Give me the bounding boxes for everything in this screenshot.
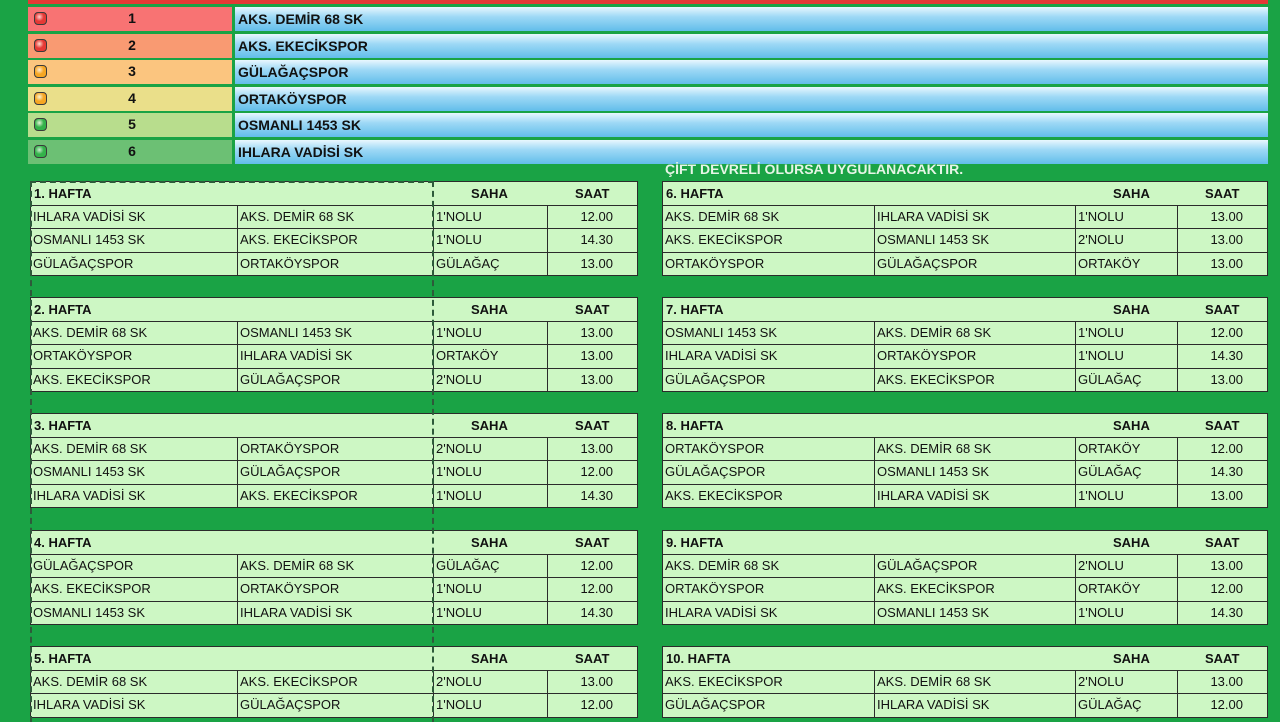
venue-cell: 2'NOLU	[433, 438, 547, 461]
saat-header: SAAT	[1205, 302, 1240, 317]
home-team: AKS. EKECİKSPOR	[33, 581, 151, 597]
away-team: IHLARA VADİSİ SK	[874, 694, 1075, 717]
standings-row	[28, 59, 1268, 86]
standings-row	[28, 6, 1268, 33]
time-cell: 12.00	[1177, 578, 1267, 601]
time-cell: 13.00	[1177, 206, 1267, 229]
venue-cell: 1'NOLU	[433, 461, 547, 484]
away-team: OSMANLI 1453 SK	[874, 461, 1075, 484]
home-team: AKS. EKECİKSPOR	[33, 371, 151, 387]
home-team: AKS. DEMİR 68 SK	[33, 325, 148, 340]
rank-cell	[28, 34, 232, 58]
time-cell: 12.00	[547, 206, 637, 229]
home-team: IHLARA VADİSİ SK	[33, 697, 146, 713]
match-row[interactable]	[31, 601, 637, 625]
match-row[interactable]	[31, 577, 637, 601]
week-header	[663, 298, 1267, 321]
match-row[interactable]	[663, 601, 1267, 625]
week-title: 4. HAFTA	[34, 535, 92, 550]
double-round-note: ÇİFT DEVRELİ OLURSA UYGULANACAKTIR.	[665, 161, 964, 177]
away-team: GÜLAĞAÇSPOR	[874, 253, 1075, 276]
home-team: GÜLAĞAÇSPOR	[665, 697, 766, 713]
away-team: ORTAKÖYSPOR	[237, 578, 433, 601]
team-name: AKS. EKECİKSPOR	[235, 34, 1268, 58]
away-team: OSMANLI 1453 SK	[874, 602, 1075, 625]
match-row[interactable]	[663, 205, 1267, 229]
time-cell: 13.00	[547, 671, 637, 694]
home-team: ORTAKÖYSPOR	[665, 255, 765, 271]
venue-cell: 1'NOLU	[433, 602, 547, 625]
week-table	[662, 181, 1268, 276]
time-cell: 12.00	[547, 694, 637, 717]
week-title: 1. HAFTA	[34, 186, 92, 201]
time-cell: 13.00	[547, 253, 637, 276]
saha-header: SAHA	[1113, 535, 1150, 550]
away-team: IHLARA VADİSİ SK	[237, 345, 433, 368]
saha-header: SAHA	[1113, 186, 1150, 201]
home-team: AKS. EKECİKSPOR	[665, 232, 783, 248]
week-header	[663, 531, 1267, 554]
time-cell: 13.00	[1177, 485, 1267, 508]
week-table	[662, 297, 1268, 392]
team-name: OSMANLI 1453 SK	[235, 113, 1268, 137]
home-team: IHLARA VADİSİ SK	[665, 604, 778, 620]
week-table	[662, 530, 1268, 625]
match-row[interactable]	[31, 484, 637, 508]
team-name: AKS. DEMİR 68 SK	[235, 7, 1268, 31]
standings-row	[28, 33, 1268, 60]
match-row[interactable]	[663, 460, 1267, 484]
home-team: OSMANLI 1453 SK	[33, 604, 145, 620]
match-row[interactable]	[31, 252, 637, 276]
saha-header: SAHA	[1113, 418, 1150, 433]
week-title: 10. HAFTA	[666, 651, 731, 666]
team-name: GÜLAĞAÇSPOR	[235, 60, 1268, 84]
home-team: GÜLAĞAÇSPOR	[665, 464, 766, 480]
week-table	[30, 297, 638, 392]
match-row[interactable]	[31, 437, 637, 461]
week-header	[663, 414, 1267, 437]
home-team: IHLARA VADİSİ SK	[33, 209, 146, 224]
rank-number: 5	[128, 116, 136, 133]
away-team: IHLARA VADİSİ SK	[874, 206, 1075, 229]
home-team: IHLARA VADİSİ SK	[665, 348, 778, 364]
match-row[interactable]	[31, 344, 637, 368]
status-light-icon	[34, 118, 47, 131]
match-row[interactable]	[663, 321, 1267, 345]
time-cell: 14.30	[547, 485, 637, 508]
match-row[interactable]	[31, 205, 637, 229]
time-cell: 13.00	[1177, 671, 1267, 694]
match-row[interactable]	[31, 460, 637, 484]
match-row[interactable]	[663, 344, 1267, 368]
match-row[interactable]	[31, 554, 637, 578]
venue-cell: 1'NOLU	[1075, 345, 1177, 368]
saat-header: SAAT	[575, 302, 610, 317]
away-team: GÜLAĞAÇSPOR	[237, 369, 433, 392]
away-team: AKS. DEMİR 68 SK	[237, 206, 433, 229]
away-team: IHLARA VADİSİ SK	[237, 602, 433, 625]
saat-header: SAAT	[575, 418, 610, 433]
home-team: GÜLAĞAÇSPOR	[665, 371, 766, 387]
away-team: OSMANLI 1453 SK	[237, 322, 433, 345]
week-header	[663, 647, 1267, 670]
away-team: ORTAKÖYSPOR	[874, 345, 1075, 368]
week-title: 5. HAFTA	[34, 651, 92, 666]
time-cell: 14.30	[547, 602, 637, 625]
saat-header: SAAT	[1205, 535, 1240, 550]
match-row[interactable]	[663, 252, 1267, 276]
team-name: IHLARA VADİSİ SK	[235, 140, 1268, 164]
saha-header: SAHA	[471, 186, 508, 201]
home-team: AKS. EKECİKSPOR	[665, 674, 783, 689]
rank-cell	[28, 7, 232, 31]
saat-header: SAAT	[575, 186, 610, 201]
match-row[interactable]	[31, 321, 637, 345]
status-light-icon	[34, 92, 47, 105]
venue-cell: 1'NOLU	[433, 485, 547, 508]
time-cell: 12.00	[1177, 694, 1267, 717]
away-team: AKS. EKECİKSPOR	[874, 578, 1075, 601]
week-title: 9. HAFTA	[666, 535, 724, 550]
venue-cell: 1'NOLU	[1075, 322, 1177, 345]
home-team: AKS. EKECİKSPOR	[665, 487, 783, 503]
time-cell: 12.00	[547, 555, 637, 578]
away-team: AKS. EKECİKSPOR	[874, 369, 1075, 392]
rank-number: 4	[128, 89, 136, 106]
saat-header: SAAT	[1205, 418, 1240, 433]
away-team: GÜLAĞAÇSPOR	[874, 555, 1075, 578]
match-row[interactable]	[663, 228, 1267, 252]
match-row[interactable]	[663, 437, 1267, 461]
saha-header: SAHA	[471, 418, 508, 433]
home-team: AKS. DEMİR 68 SK	[665, 558, 780, 573]
venue-cell: 1'NOLU	[1075, 602, 1177, 625]
status-light-icon	[34, 65, 47, 78]
rank-number: 3	[128, 63, 136, 80]
venue-cell: GÜLAĞAÇ	[433, 555, 547, 578]
week-header	[31, 647, 637, 670]
match-row[interactable]	[663, 670, 1267, 694]
week-table	[662, 646, 1268, 718]
away-team: AKS. DEMİR 68 SK	[874, 671, 1075, 694]
match-row[interactable]	[663, 368, 1267, 392]
week-header	[31, 298, 637, 321]
home-team: ORTAKÖYSPOR	[33, 348, 133, 364]
venue-cell: ORTAKÖY	[1075, 578, 1177, 601]
home-team: IHLARA VADİSİ SK	[33, 487, 146, 503]
time-cell: 13.00	[547, 322, 637, 345]
away-team: AKS. EKECİKSPOR	[237, 671, 433, 694]
venue-cell: 2'NOLU	[433, 369, 547, 392]
week-header	[663, 182, 1267, 205]
week-header	[31, 182, 637, 205]
match-row[interactable]	[31, 670, 637, 694]
rank-cell	[28, 113, 232, 137]
week-title: 8. HAFTA	[666, 418, 724, 433]
venue-cell: 1'NOLU	[1075, 206, 1177, 229]
week-title: 3. HAFTA	[34, 418, 92, 433]
venue-cell: 2'NOLU	[1075, 555, 1177, 578]
time-cell: 13.00	[1177, 369, 1267, 392]
rank-number: 1	[128, 10, 136, 26]
week-header	[31, 531, 637, 554]
home-team: ORTAKÖYSPOR	[665, 581, 765, 597]
home-team: AKS. DEMİR 68 SK	[33, 441, 148, 456]
time-cell: 13.00	[547, 438, 637, 461]
venue-cell: ORTAKÖY	[1075, 253, 1177, 276]
week-title: 6. HAFTA	[666, 186, 724, 201]
home-team: AKS. DEMİR 68 SK	[665, 209, 780, 224]
team-name: ORTAKÖYSPOR	[235, 87, 1268, 111]
time-cell: 13.00	[1177, 253, 1267, 276]
standings-row	[28, 139, 1268, 166]
home-team: OSMANLI 1453 SK	[665, 325, 777, 340]
rank-cell	[28, 87, 232, 111]
time-cell: 13.00	[547, 345, 637, 368]
away-team: AKS. DEMİR 68 SK	[874, 438, 1075, 461]
time-cell: 13.00	[1177, 555, 1267, 578]
time-cell: 14.30	[547, 229, 637, 252]
time-cell: 13.00	[547, 369, 637, 392]
venue-cell: 1'NOLU	[433, 578, 547, 601]
match-row[interactable]	[663, 693, 1267, 717]
venue-cell: 2'NOLU	[1075, 229, 1177, 252]
venue-cell: ORTAKÖY	[1075, 438, 1177, 461]
time-cell: 12.00	[1177, 438, 1267, 461]
match-row[interactable]	[31, 228, 637, 252]
saat-header: SAAT	[1205, 186, 1240, 201]
status-light-icon	[34, 12, 47, 25]
time-cell: 12.00	[547, 461, 637, 484]
away-team: AKS. EKECİKSPOR	[237, 485, 433, 508]
saha-header: SAHA	[471, 302, 508, 317]
venue-cell: 2'NOLU	[1075, 671, 1177, 694]
status-light-icon	[34, 145, 47, 158]
rank-number: 2	[128, 36, 136, 53]
time-cell: 13.00	[1177, 229, 1267, 252]
home-team: AKS. DEMİR 68 SK	[33, 674, 148, 689]
standings-table	[28, 6, 1268, 166]
away-team: IHLARA VADİSİ SK	[874, 485, 1075, 508]
saha-header: SAHA	[1113, 651, 1150, 666]
rank-cell	[28, 60, 232, 84]
saha-header: SAHA	[1113, 302, 1150, 317]
match-row[interactable]	[663, 484, 1267, 508]
home-team: OSMANLI 1453 SK	[33, 464, 145, 480]
venue-cell: 2'NOLU	[433, 671, 547, 694]
standings-row	[28, 86, 1268, 113]
top-red-bar	[28, 0, 1268, 4]
saat-header: SAAT	[575, 535, 610, 550]
rank-number: 6	[128, 142, 136, 159]
away-team: OSMANLI 1453 SK	[874, 229, 1075, 252]
venue-cell: 1'NOLU	[433, 322, 547, 345]
away-team: AKS. DEMİR 68 SK	[874, 322, 1075, 345]
week-header	[31, 414, 637, 437]
saat-header: SAAT	[1205, 651, 1240, 666]
away-team: AKS. DEMİR 68 SK	[237, 555, 433, 578]
home-team: GÜLAĞAÇSPOR	[33, 255, 134, 271]
week-table	[30, 181, 638, 276]
rank-cell	[28, 140, 232, 164]
time-cell: 14.30	[1177, 461, 1267, 484]
away-team: ORTAKÖYSPOR	[237, 438, 433, 461]
home-team: GÜLAĞAÇSPOR	[33, 558, 134, 573]
time-cell: 12.00	[1177, 322, 1267, 345]
away-team: GÜLAĞAÇSPOR	[237, 461, 433, 484]
standings-row	[28, 112, 1268, 139]
home-team: ORTAKÖYSPOR	[665, 441, 765, 456]
week-table	[30, 413, 638, 508]
match-row[interactable]	[31, 368, 637, 392]
saha-header: SAHA	[471, 535, 508, 550]
away-team: AKS. EKECİKSPOR	[237, 229, 433, 252]
week-table	[662, 413, 1268, 508]
venue-cell: 1'NOLU	[433, 229, 547, 252]
venue-cell: GÜLAĞAÇ	[1075, 461, 1177, 484]
away-team: ORTAKÖYSPOR	[237, 253, 433, 276]
week-title: 2. HAFTA	[34, 302, 92, 317]
time-cell: 14.30	[1177, 345, 1267, 368]
saat-header: SAAT	[575, 651, 610, 666]
time-cell: 14.30	[1177, 602, 1267, 625]
venue-cell: GÜLAĞAÇ	[1075, 369, 1177, 392]
venue-cell: 1'NOLU	[433, 206, 547, 229]
away-team: GÜLAĞAÇSPOR	[237, 694, 433, 717]
week-table	[30, 646, 638, 718]
venue-cell: GÜLAĞAÇ	[433, 253, 547, 276]
week-title: 7. HAFTA	[666, 302, 724, 317]
venue-cell: ORTAKÖY	[433, 345, 547, 368]
venue-cell: 1'NOLU	[433, 694, 547, 717]
home-team: OSMANLI 1453 SK	[33, 232, 145, 248]
venue-cell: 1'NOLU	[1075, 485, 1177, 508]
match-row[interactable]	[31, 693, 637, 717]
time-cell: 12.00	[547, 578, 637, 601]
match-row[interactable]	[663, 577, 1267, 601]
match-row[interactable]	[663, 554, 1267, 578]
status-light-icon	[34, 39, 47, 52]
venue-cell: GÜLAĞAÇ	[1075, 694, 1177, 717]
saha-header: SAHA	[471, 651, 508, 666]
week-table	[30, 530, 638, 625]
